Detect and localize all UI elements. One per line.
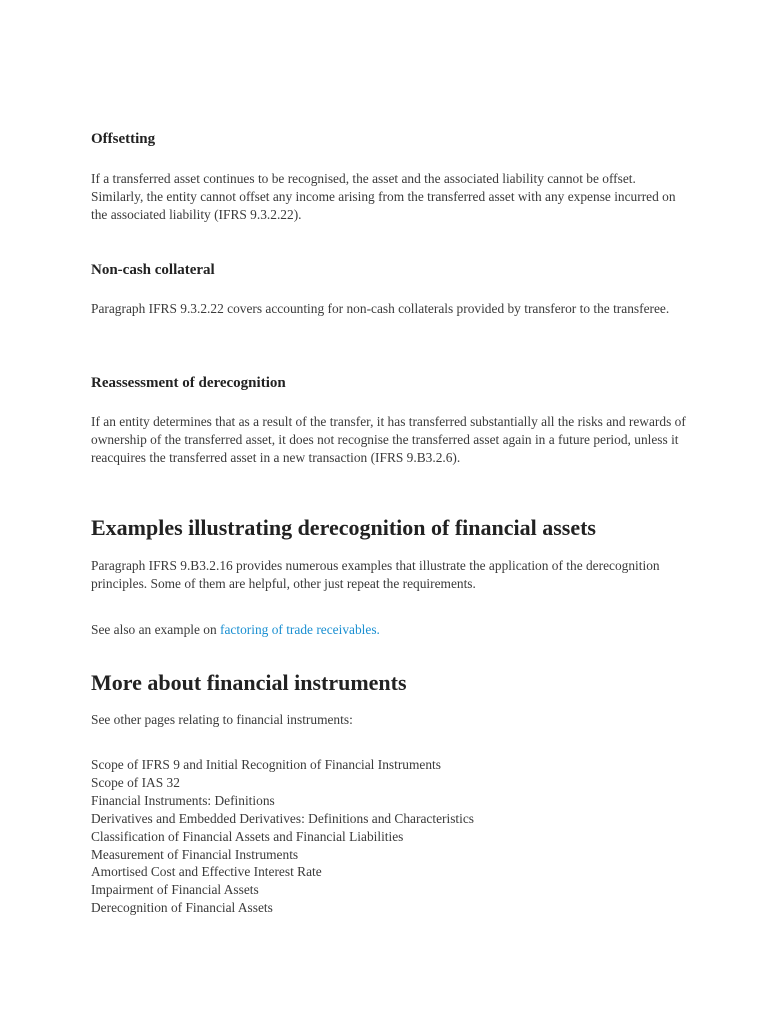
- examples-heading: Examples illustrating derecognition of financial assets: [91, 515, 596, 540]
- offsetting-heading: Offsetting: [91, 131, 156, 147]
- factoring-trade-receivables-link[interactable]: factoring of trade receivables.: [220, 622, 380, 637]
- reassessment-heading: Reassessment of derecognition: [91, 375, 286, 391]
- offsetting-paragraph: If a transferred asset continues to be recognised, the asset and the associated liability cannot be offset. Similarly, the entity cannot offset any income arising from the transferred asset with any expense incurred on the associated liability (IFRS 9.3.2.22).: [91, 171, 676, 222]
- non-cash-collateral-heading: Non-cash collateral: [91, 262, 215, 278]
- list-item-scope-ias32[interactable]: Scope of IAS 32: [91, 774, 180, 790]
- more-about-intro: See other pages relating to financial instruments:: [91, 712, 353, 727]
- reassessment-paragraph: If an entity determines that as a result of the transfer, it has transferred substantially all the risks and rewards of ownership of the transferred asset, it does not recognise the transferred asset again in a future period, unless it reacquires the transferred asset in a new transaction (IFRS 9.B3.2.6).: [91, 414, 686, 465]
- list-item-measurement[interactable]: Measurement of Financial Instruments: [91, 846, 299, 862]
- more-about-heading: More about financial instruments: [91, 670, 407, 695]
- examples-paragraph: Paragraph IFRS 9.B3.2.16 provides numerous examples that illustrate the application of the derecognition principles. Some of them are helpful, other just repeat the requirements.: [91, 558, 660, 591]
- list-item-definitions[interactable]: Financial Instruments: Definitions: [91, 792, 275, 808]
- list-item-derivatives[interactable]: Derivatives and Embedded Derivatives: Definitions and Characteristics: [91, 810, 474, 826]
- see-also-prefix: See also an example on: [91, 622, 221, 637]
- financial-instruments-link-list: [91, 756, 474, 917]
- list-item-derecognition[interactable]: Derecognition of Financial Assets: [91, 900, 273, 916]
- list-item-classification[interactable]: Classification of Financial Assets and Financial Liabilities: [91, 828, 404, 844]
- non-cash-collateral-paragraph: Paragraph IFRS 9.3.2.22 covers accounting for non-cash collaterals provided by transferor to the transferee.: [91, 301, 670, 316]
- list-item-scope-ifrs9[interactable]: Scope of IFRS 9 and Initial Recognition of Financial Instruments: [91, 757, 441, 772]
- see-also-line: [91, 621, 686, 639]
- list-item-amortised-cost[interactable]: Amortised Cost and Effective Interest Rate: [91, 864, 322, 880]
- list-item-impairment[interactable]: Impairment of Financial Assets: [91, 882, 259, 898]
